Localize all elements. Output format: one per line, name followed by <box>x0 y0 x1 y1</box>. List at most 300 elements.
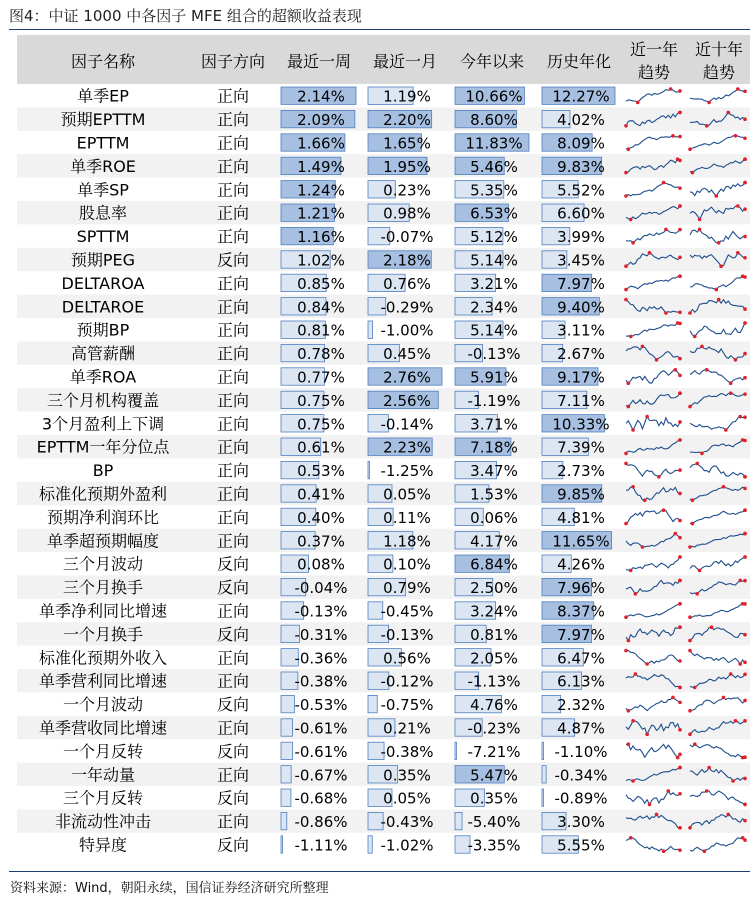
trend-1y-marker <box>674 532 678 536</box>
trend-10y-marker <box>743 376 747 380</box>
trend-10y-sparkline <box>690 323 745 336</box>
trend-1y-marker <box>629 218 633 222</box>
trend-10y-marker <box>703 849 707 853</box>
week-value: 0.75% <box>297 415 345 434</box>
column-header-5: 今年以来 <box>459 52 525 71</box>
month-value: 1.95% <box>383 157 431 176</box>
trend-1y-marker <box>678 519 682 523</box>
trend-10y-marker <box>743 157 747 161</box>
trend-10y-sparkline <box>690 791 745 804</box>
week-value: -0.04% <box>294 579 348 598</box>
annual-value: 8.09% <box>557 134 605 153</box>
column-header-8-line-2: 趋势 <box>702 63 736 82</box>
factor-name: EPTTM <box>76 133 130 153</box>
month-value: -0.29% <box>380 298 434 317</box>
trend-10y-marker <box>743 661 747 665</box>
trend-1y-marker <box>678 536 682 540</box>
annual-value: 5.55% <box>557 836 605 855</box>
trend-10y-marker <box>736 87 740 91</box>
trend-1y-marker <box>674 368 678 372</box>
trend-10y-marker <box>743 352 747 356</box>
trend-1y-marker <box>624 264 628 268</box>
trend-1y-marker <box>662 508 666 512</box>
trend-1y-marker <box>624 522 628 526</box>
ytd-value: -5.40% <box>467 813 521 832</box>
week-bar <box>281 719 293 736</box>
trend-10y-marker <box>707 766 711 770</box>
trend-10y-marker <box>743 415 747 419</box>
factor-name: 标准化预期外收入 <box>38 648 168 668</box>
trend-1y-marker <box>678 602 682 606</box>
trend-10y-marker <box>729 391 733 395</box>
trend-1y-marker <box>634 592 638 596</box>
trend-1y-marker <box>678 186 682 190</box>
factor-name: 单季SP <box>77 180 129 200</box>
annual-bar <box>542 742 544 759</box>
trend-10y-marker <box>743 475 747 479</box>
trend-10y-marker <box>698 228 702 232</box>
week-bar <box>281 695 294 712</box>
factor-direction: 正向 <box>216 203 250 223</box>
month-value: -0.45% <box>380 602 434 621</box>
factor-direction: 正向 <box>216 648 250 668</box>
factor-direction: 正向 <box>216 765 250 785</box>
factor-direction: 正向 <box>216 367 250 387</box>
column-header-6: 历史年化 <box>546 52 612 71</box>
trend-1y-marker <box>627 405 631 409</box>
week-value: -0.61% <box>294 719 348 738</box>
trend-1y-marker <box>648 251 652 255</box>
trend-10y-marker <box>743 275 747 279</box>
factor-direction: 反向 <box>216 695 250 715</box>
factor-name: 一个月反转 <box>62 741 144 761</box>
annual-value: 6.60% <box>557 204 605 223</box>
month-value: 0.56% <box>383 649 431 668</box>
trend-10y-marker <box>688 649 692 653</box>
ytd-value: -1.13% <box>467 672 521 691</box>
factor-direction: 正向 <box>216 273 250 293</box>
trend-10y-marker <box>695 592 699 596</box>
week-bar <box>281 789 291 806</box>
trend-1y-marker <box>629 569 633 573</box>
annual-value: 9.40% <box>557 298 605 317</box>
month-bar <box>368 695 377 712</box>
column-header-4: 最近一月 <box>372 52 438 71</box>
trend-1y-marker <box>678 228 682 232</box>
trend-10y-marker <box>736 251 740 255</box>
annual-value: 7.97% <box>557 274 605 293</box>
source-note: 资料来源：Wind，朝阳永续，国信证券经济研究所整理 <box>10 881 329 896</box>
factor-direction: 反向 <box>216 250 250 270</box>
trend-1y-marker <box>624 462 628 466</box>
ytd-value: -7.21% <box>467 742 521 761</box>
trend-1y-marker <box>669 87 673 91</box>
factor-name: 单季营利同比增速 <box>38 671 168 691</box>
trend-10y-sparkline <box>690 697 745 710</box>
trend-10y-sparkline <box>690 651 745 664</box>
trend-1y-marker <box>678 579 682 583</box>
trend-1y-marker <box>678 204 682 208</box>
annual-value: 9.85% <box>557 485 605 504</box>
trend-10y-marker <box>705 789 709 793</box>
trend-1y-marker <box>678 686 682 690</box>
week-value: 0.85% <box>297 274 345 293</box>
trend-10y-marker <box>729 381 733 385</box>
factor-direction: 正向 <box>216 484 250 504</box>
week-bar <box>281 766 291 783</box>
ytd-value: -0.23% <box>467 719 521 738</box>
ytd-value: 0.35% <box>470 789 518 808</box>
trend-1y-marker <box>678 256 682 260</box>
trend-10y-marker <box>688 709 692 713</box>
factor-direction: 正向 <box>216 390 250 410</box>
trend-1y-marker <box>655 813 659 817</box>
trend-1y-marker <box>655 358 659 362</box>
trend-1y-sparkline <box>626 697 680 710</box>
trend-10y-marker <box>688 147 692 151</box>
trend-10y-marker <box>726 813 730 817</box>
factor-direction: 正向 <box>216 110 250 130</box>
factor-name: 一个月波动 <box>62 695 144 715</box>
ytd-value: 11.83% <box>465 134 523 153</box>
trend-10y-marker <box>738 579 742 583</box>
week-bar <box>281 836 283 853</box>
trend-10y-marker <box>743 602 747 606</box>
bottom-rule <box>9 871 750 872</box>
ytd-value: 5.14% <box>470 251 518 270</box>
trend-10y-marker <box>743 532 747 536</box>
trend-1y-marker <box>631 428 635 432</box>
month-value: 0.21% <box>383 719 431 738</box>
trend-10y-sparkline <box>690 276 745 289</box>
trend-1y-marker <box>678 753 682 757</box>
trend-10y-marker <box>719 264 723 268</box>
ytd-value: 5.14% <box>470 321 518 340</box>
trend-1y-marker <box>678 766 682 770</box>
factor-name: 非流动性冲击 <box>54 812 152 832</box>
ytd-value: 4.17% <box>470 532 518 551</box>
annual-value: 2.67% <box>557 345 605 364</box>
week-value: 1.49% <box>297 157 345 176</box>
trend-10y-marker <box>743 633 747 637</box>
trend-10y-marker <box>710 625 714 629</box>
factor-name: DELTAROE <box>61 297 145 317</box>
week-value: 0.77% <box>297 368 345 387</box>
factor-direction: 正向 <box>216 718 250 738</box>
annual-value: 7.39% <box>557 438 605 457</box>
column-header-8-line-1: 近十年 <box>694 40 744 59</box>
factor-name: 单季ROA <box>69 367 137 387</box>
trend-10y-marker <box>743 256 747 260</box>
trend-1y-sparkline <box>626 183 680 196</box>
factor-name: 三个月反转 <box>62 788 144 808</box>
week-value: -0.68% <box>294 789 348 808</box>
annual-value: 4.81% <box>557 508 605 527</box>
week-value: 0.53% <box>297 462 345 481</box>
month-value: 1.18% <box>383 532 431 551</box>
trend-1y-marker <box>636 101 640 105</box>
ytd-value: 0.81% <box>470 625 518 644</box>
month-value: 0.79% <box>383 579 431 598</box>
trend-10y-marker <box>743 89 747 93</box>
factor-direction: 反向 <box>216 835 250 855</box>
factor-name: SPTTM <box>76 227 130 247</box>
trend-10y-marker <box>743 392 747 396</box>
trend-1y-marker <box>678 492 682 496</box>
ytd-bar <box>455 742 457 759</box>
annual-value: -0.34% <box>554 766 608 785</box>
week-value: 1.24% <box>297 181 345 200</box>
factor-direction: 正向 <box>216 227 250 247</box>
trend-1y-marker <box>678 310 682 314</box>
week-value: 1.16% <box>297 228 345 247</box>
trend-1y-marker <box>624 194 628 198</box>
ytd-bar <box>455 812 462 829</box>
factor-name: 单季EP <box>77 86 129 106</box>
trend-10y-marker <box>688 732 692 736</box>
month-value: 0.76% <box>383 274 431 293</box>
month-value: -1.02% <box>380 836 434 855</box>
trend-10y-marker <box>743 439 747 443</box>
annual-value: 5.52% <box>557 181 605 200</box>
ytd-value: 3.21% <box>470 274 518 293</box>
trend-10y-marker <box>705 368 709 372</box>
trend-10y-marker <box>693 335 697 339</box>
trend-1y-marker <box>624 452 628 456</box>
annual-bar <box>542 766 546 783</box>
month-bar <box>368 836 372 853</box>
trend-1y-sparkline <box>626 89 680 102</box>
annual-value: 3.99% <box>557 228 605 247</box>
factor-direction: 正向 <box>216 414 250 434</box>
trend-10y-marker <box>743 555 747 559</box>
factor-name: 一个月换手 <box>62 624 144 644</box>
trend-10y-marker <box>743 508 747 512</box>
trend-10y-sparkline <box>690 89 745 102</box>
month-value: 0.98% <box>383 204 431 223</box>
trend-1y-marker <box>678 826 682 830</box>
ytd-value: -0.13% <box>467 345 521 364</box>
trend-10y-marker <box>729 672 733 676</box>
trend-1y-marker <box>624 171 628 175</box>
annual-value: -1.10% <box>554 742 608 761</box>
trend-1y-marker <box>624 298 628 302</box>
annual-value: 9.17% <box>557 368 605 387</box>
annual-value: -0.89% <box>554 789 608 808</box>
trend-10y-marker <box>743 699 747 703</box>
trend-10y-marker <box>731 779 735 783</box>
month-value: 2.76% <box>383 368 431 387</box>
ytd-value: 5.47% <box>470 766 518 785</box>
factor-direction: 正向 <box>216 180 250 200</box>
trend-10y-marker <box>695 462 699 466</box>
trend-10y-sparkline <box>690 229 745 242</box>
ytd-value: 10.66% <box>465 87 523 106</box>
month-value: 1.19% <box>383 87 431 106</box>
week-value: -0.53% <box>294 696 348 715</box>
week-value: 0.84% <box>297 298 345 317</box>
week-bar <box>281 742 293 759</box>
trend-10y-marker <box>743 803 747 807</box>
trend-1y-marker <box>678 159 682 163</box>
trend-1y-marker <box>678 391 682 395</box>
trend-10y-marker <box>688 545 692 549</box>
week-value: -0.38% <box>294 672 348 691</box>
month-value: -1.00% <box>380 321 434 340</box>
ytd-value: 5.12% <box>470 228 518 247</box>
factor-direction: 正向 <box>216 133 250 153</box>
trend-10y-sparkline <box>690 838 745 851</box>
trend-1y-marker <box>631 485 635 489</box>
week-value: 0.78% <box>297 345 345 364</box>
trend-1y-sparkline <box>626 323 680 336</box>
trend-1y-marker <box>627 742 631 746</box>
trend-1y-marker <box>671 696 675 700</box>
trend-10y-marker <box>743 579 747 583</box>
ytd-value: 5.91% <box>470 368 518 387</box>
month-value: 0.35% <box>383 766 431 785</box>
factor-name: 特异度 <box>78 835 128 855</box>
week-value: -1.11% <box>294 836 348 855</box>
week-value: -0.13% <box>294 602 348 621</box>
factor-direction: 反向 <box>216 788 250 808</box>
ytd-value: 5.35% <box>470 181 518 200</box>
trend-1y-marker <box>678 625 682 629</box>
factor-name: 三个月波动 <box>62 554 144 574</box>
factor-name: 三个月机构覆盖 <box>46 390 160 410</box>
annual-value: 12.27% <box>552 87 610 106</box>
trend-10y-marker <box>743 719 747 723</box>
annual-value: 10.33% <box>552 415 610 434</box>
week-value: 0.37% <box>297 532 345 551</box>
trend-10y-sparkline <box>690 463 745 476</box>
trend-1y-marker <box>678 728 682 732</box>
week-bar <box>281 812 287 829</box>
trend-1y-marker <box>678 848 682 852</box>
factor-name: BP <box>92 461 114 481</box>
annual-value: 7.96% <box>557 579 605 598</box>
trend-10y-marker <box>693 686 697 690</box>
column-header-3: 最近一周 <box>286 52 352 71</box>
trend-10y-sparkline <box>690 510 745 523</box>
trend-10y-marker <box>698 569 702 573</box>
ytd-value: 3.71% <box>470 415 518 434</box>
trend-1y-sparkline <box>626 276 680 289</box>
trend-1y-marker <box>678 438 682 442</box>
factor-name: 单季ROE <box>70 156 136 176</box>
trend-1y-marker <box>645 662 649 666</box>
annual-value: 4.26% <box>557 555 605 574</box>
factor-name: 一年动量 <box>70 765 136 785</box>
trend-1y-marker <box>664 311 668 315</box>
trend-1y-marker <box>624 649 628 653</box>
factor-direction: 正向 <box>216 320 250 340</box>
trend-1y-marker <box>641 545 645 549</box>
month-value: 2.20% <box>383 111 431 130</box>
trend-10y-marker <box>743 487 747 491</box>
trend-10y-marker <box>715 194 719 198</box>
trend-10y-marker <box>722 696 726 700</box>
trend-1y-sparkline <box>626 417 680 430</box>
month-value: 0.11% <box>383 508 431 527</box>
trend-1y-marker <box>678 111 682 115</box>
trend-10y-marker <box>691 522 695 526</box>
figure-title: 图4：中证 1000 中各因子 MFE 组合的超额收益表现 <box>9 7 362 25</box>
trend-1y-marker <box>664 228 668 232</box>
month-value: 0.23% <box>383 181 431 200</box>
trend-10y-marker <box>743 755 747 759</box>
ytd-value: -1.19% <box>467 391 521 410</box>
trend-10y-marker <box>743 819 747 823</box>
week-value: 1.02% <box>297 251 345 270</box>
trend-1y-marker <box>657 475 661 479</box>
column-header-7-line-1: 近一年 <box>629 40 679 59</box>
factor-name: 预期BP <box>76 320 130 340</box>
annual-value: 2.73% <box>557 462 605 481</box>
annual-value: 11.65% <box>552 532 610 551</box>
factor-direction: 正向 <box>216 437 250 457</box>
trend-10y-marker <box>707 101 711 105</box>
trend-10y-marker <box>717 241 721 245</box>
trend-10y-marker <box>743 307 747 311</box>
trend-1y-marker <box>678 322 682 326</box>
factor-direction: 正向 <box>216 812 250 832</box>
week-value: 0.08% <box>297 555 345 574</box>
month-value: -0.14% <box>380 415 434 434</box>
trend-10y-marker <box>705 124 709 128</box>
trend-10y-marker <box>688 615 692 619</box>
week-value: 0.61% <box>297 438 345 457</box>
factor-direction: 正向 <box>216 297 250 317</box>
trend-10y-marker <box>688 639 692 643</box>
ytd-value: 8.60% <box>470 111 518 130</box>
trend-10y-marker <box>691 498 695 502</box>
trend-1y-marker <box>627 709 631 713</box>
factor-name: DELTAROA <box>61 273 145 293</box>
ytd-value: 5.46% <box>470 157 518 176</box>
week-value: 2.14% <box>297 87 345 106</box>
factor-name: 单季超预期幅度 <box>46 531 160 551</box>
annual-value: 2.32% <box>557 696 605 715</box>
ytd-value: 2.05% <box>470 649 518 668</box>
trend-1y-marker <box>662 181 666 185</box>
factor-direction: 正向 <box>216 507 250 527</box>
ytd-value: 7.18% <box>470 438 518 457</box>
trend-10y-marker <box>734 134 738 138</box>
week-value: 0.41% <box>297 485 345 504</box>
month-value: 0.05% <box>383 485 431 504</box>
trend-10y-marker <box>743 838 747 842</box>
trend-10y-marker <box>693 742 697 746</box>
trend-10y-marker <box>743 672 747 676</box>
annual-value: 3.30% <box>557 813 605 832</box>
month-value: 2.23% <box>383 438 431 457</box>
trend-10y-marker <box>688 826 692 830</box>
trend-1y-marker <box>641 345 645 349</box>
month-value: 0.10% <box>383 555 431 574</box>
trend-10y-marker <box>700 452 704 456</box>
month-value: -0.38% <box>380 742 434 761</box>
trend-10y-sparkline <box>690 604 745 617</box>
trend-10y-sparkline <box>690 744 745 757</box>
trend-1y-marker <box>645 732 649 736</box>
week-value: 0.40% <box>297 508 345 527</box>
trend-1y-marker <box>678 792 682 796</box>
ytd-value: 6.53% <box>470 204 518 223</box>
trend-10y-marker <box>722 485 726 489</box>
trend-10y-marker <box>700 345 704 349</box>
factor-name: 预期净利润环比 <box>46 507 160 527</box>
